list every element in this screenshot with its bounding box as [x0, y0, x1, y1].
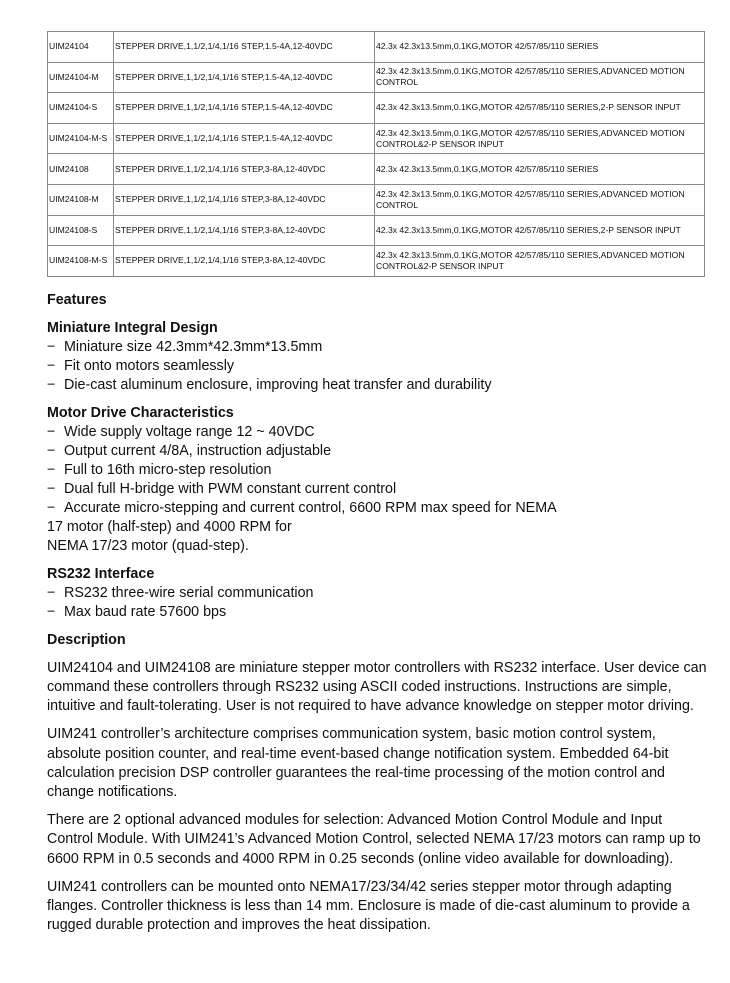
- list-item: − Die-cast aluminum enclosure, improving heat transfer and durability: [47, 376, 492, 393]
- table-row: [48, 32, 705, 63]
- feature-group-title: RS232 Interface: [47, 565, 155, 582]
- model-cell: UIM24108-M-S: [48, 246, 114, 277]
- drive-cell: STEPPER DRIVE,1,1/2,1/4,1/16 STEP,1.5-4A,12-40VDC: [114, 32, 375, 63]
- spec-cell: 42.3x 42.3x13.5mm,0.1KG,MOTOR 42/57/85/110 SERIES,2-P SENSOR INPUT: [375, 215, 705, 246]
- description-paragraph: UIM241 controllers can be mounted onto NEMA17/23/34/42 series stepper motor through adapting flanges. Controller thickness is less than 14 mm. Enclosure is made of die-cast aluminum to provide a rugged durable protection and improves the heat dissipation.: [47, 878, 690, 934]
- list-item: − Miniature size 42.3mm*42.3mm*13.5mm: [47, 338, 323, 355]
- list-item: − Accurate micro-stepping and current control, 6600 RPM max speed for NEMA: [47, 499, 557, 516]
- table-row: [48, 184, 705, 215]
- dash-bullet-icon: −: [47, 338, 56, 355]
- spec-cell: 42.3x 42.3x13.5mm,0.1KG,MOTOR 42/57/85/110 SERIES: [375, 154, 705, 185]
- drive-cell: STEPPER DRIVE,1,1/2,1/4,1/16 STEP,3-8A,12-40VDC: [114, 184, 375, 215]
- drive-cell: STEPPER DRIVE,1,1/2,1/4,1/16 STEP,1.5-4A,12-40VDC: [114, 62, 375, 93]
- dash-bullet-icon: −: [47, 461, 56, 478]
- feature-group-design: [47, 319, 703, 395]
- feature-group-motor-drive: [47, 404, 703, 556]
- drive-cell: STEPPER DRIVE,1,1/2,1/4,1/16 STEP,1.5-4A,12-40VDC: [114, 123, 375, 154]
- table-row: [48, 246, 705, 277]
- model-cell: UIM24104-M: [48, 62, 114, 93]
- description-section: [47, 631, 707, 936]
- table-row: [48, 154, 705, 185]
- spec-cell: 42.3x 42.3x13.5mm,0.1KG,MOTOR 42/57/85/110 SERIES: [375, 32, 705, 63]
- model-cell: UIM24108-M: [48, 184, 114, 215]
- dash-bullet-icon: −: [47, 357, 56, 374]
- list-item: − Wide supply voltage range 12 ~ 40VDC: [47, 423, 315, 440]
- model-cell: UIM24104: [48, 32, 114, 63]
- spec-cell: 42.3x 42.3x13.5mm,0.1KG,MOTOR 42/57/85/110 SERIES,2-P SENSOR INPUT: [375, 93, 705, 124]
- list-item-continuation: 17 motor (half-step) and 4000 RPM for: [47, 518, 292, 535]
- list-item: − Max baud rate 57600 bps: [47, 603, 227, 620]
- list-item: − Dual full H-bridge with PWM constant current control: [47, 480, 397, 497]
- dash-bullet-icon: −: [47, 442, 56, 459]
- feature-group-title: Miniature Integral Design: [47, 319, 218, 336]
- feature-group-rs232: [47, 565, 703, 622]
- spec-cell: 42.3x 42.3x13.5mm,0.1KG,MOTOR 42/57/85/110 SERIES,ADVANCED MOTION CONTROL&2-P SENSOR INPUT: [375, 123, 705, 154]
- table-row: [48, 215, 705, 246]
- table-row: [48, 123, 705, 154]
- spec-cell: 42.3x 42.3x13.5mm,0.1KG,MOTOR 42/57/85/110 SERIES,ADVANCED MOTION CONTROL: [375, 184, 705, 215]
- description-paragraph: UIM241 controller’s architecture comprises communication system, basic motion control system, absolute position counter, and real-time event-based change notification system. Embedded 64-bit calculation precision DSP controller guarantees the real-time processing of the motion control and change notifications.: [47, 726, 669, 800]
- dash-bullet-icon: −: [47, 376, 56, 393]
- feature-group-title: Motor Drive Characteristics: [47, 404, 234, 421]
- dash-bullet-icon: −: [47, 499, 56, 516]
- model-cell: UIM24108: [48, 154, 114, 185]
- drive-cell: STEPPER DRIVE,1,1/2,1/4,1/16 STEP,3-8A,12-40VDC: [114, 154, 375, 185]
- spec-cell: 42.3x 42.3x13.5mm,0.1KG,MOTOR 42/57/85/110 SERIES,ADVANCED MOTION CONTROL: [375, 62, 705, 93]
- drive-cell: STEPPER DRIVE,1,1/2,1/4,1/16 STEP,1.5-4A,12-40VDC: [114, 93, 375, 124]
- list-item: − Full to 16th micro-step resolution: [47, 461, 272, 478]
- drive-cell: STEPPER DRIVE,1,1/2,1/4,1/16 STEP,3-8A,12-40VDC: [114, 246, 375, 277]
- features-heading: Features: [47, 291, 107, 308]
- spec-table: [47, 31, 705, 277]
- description-paragraph: UIM24104 and UIM24108 are miniature stepper motor controllers with RS232 interface. User device can command these controllers through RS232 using ASCII coded instructions. Instructions are simple, intuitive and fault-tolerating. User is not required to have advance knowledge on stepper motor driving.: [47, 659, 707, 715]
- model-cell: UIM24108-S: [48, 215, 114, 246]
- list-item: − Fit onto motors seamlessly: [47, 357, 235, 374]
- drive-cell: STEPPER DRIVE,1,1/2,1/4,1/16 STEP,3-8A,12-40VDC: [114, 215, 375, 246]
- features-section: [47, 291, 707, 936]
- list-item: − RS232 three-wire serial communication: [47, 584, 314, 601]
- description-paragraph: There are 2 optional advanced modules for selection: Advanced Motion Control Module and Input Control Module. With UIM241’s Advanced Motion Control, selected NEMA 17/23 motors can ramp up to 6600 RPM in 0.5 seconds and 4000 RPM in 0.25 seconds (online video available for downloading).: [47, 812, 701, 867]
- description-heading: Description: [47, 631, 126, 648]
- dash-bullet-icon: −: [47, 480, 56, 497]
- dash-bullet-icon: −: [47, 423, 56, 440]
- spec-cell: 42.3x 42.3x13.5mm,0.1KG,MOTOR 42/57/85/110 SERIES,ADVANCED MOTION CONTROL&2-P SENSOR INPUT: [375, 246, 705, 277]
- model-cell: UIM24104-S: [48, 93, 114, 124]
- dash-bullet-icon: −: [47, 603, 56, 620]
- document-page: [47, 31, 707, 944]
- dash-bullet-icon: −: [47, 584, 56, 601]
- list-item-continuation: NEMA 17/23 motor (quad-step).: [47, 537, 249, 554]
- table-row: [48, 62, 705, 93]
- table-row: [48, 93, 705, 124]
- model-cell: UIM24104-M-S: [48, 123, 114, 154]
- list-item: − Output current 4/8A, instruction adjustable: [47, 442, 332, 459]
